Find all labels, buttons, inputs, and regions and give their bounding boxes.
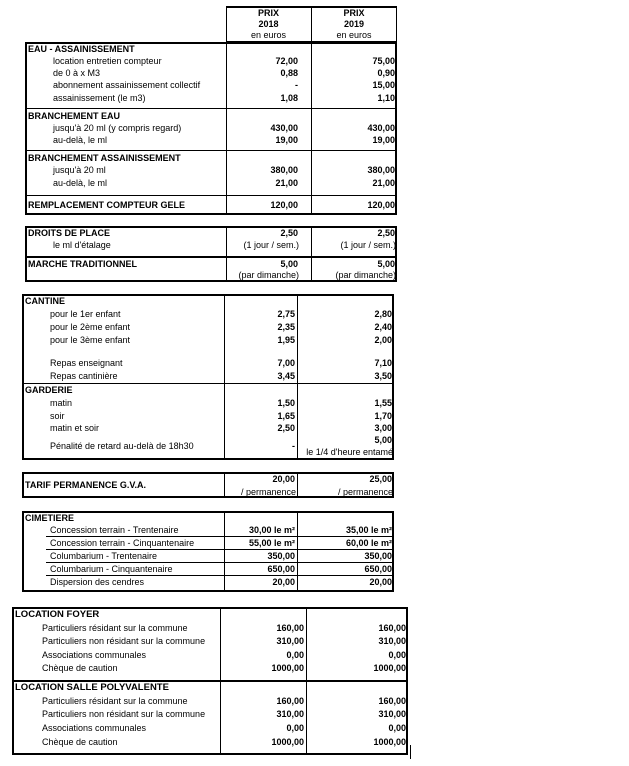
value-2018: 21,00 xyxy=(275,178,298,188)
value-2019: 5,00 xyxy=(377,259,395,269)
header-2019-prix: PRIX xyxy=(343,8,365,18)
row-label: Chèque de caution xyxy=(42,737,118,747)
value-2018: 160,00 xyxy=(276,696,304,706)
value-2018: 2,75 xyxy=(277,309,295,319)
value-2018: 3,45 xyxy=(277,371,295,381)
value-2018: 20,00 xyxy=(272,474,295,484)
section-title-foyer: LOCATION FOYER xyxy=(15,609,100,620)
value-2018: 160,00 xyxy=(276,623,304,633)
section-title-branchement-eau: BRANCHEMENT EAU xyxy=(28,111,120,121)
value-2018: - xyxy=(295,80,298,90)
section-title-marche: MARCHE TRADITIONNEL xyxy=(28,259,137,269)
value-2018: 1000,00 xyxy=(271,663,304,673)
row-label: de 0 à x M3 xyxy=(53,68,101,78)
value-2019: 350,00 xyxy=(364,551,392,561)
value-2019: 60,00 le m² xyxy=(345,538,392,548)
value-2019: 650,00 xyxy=(364,564,392,574)
value-2018: 1000,00 xyxy=(271,737,304,747)
value-2019: 15,00 xyxy=(372,80,395,90)
value-2019-note: (par dimanche) xyxy=(335,270,396,280)
row-label: matin et soir xyxy=(50,423,100,433)
value-2019: 0,00 xyxy=(388,723,406,733)
value-2019: 20,00 xyxy=(369,577,392,587)
row-label: Particuliers résidant sur la commune xyxy=(42,623,188,633)
value-2019: 2,00 xyxy=(374,335,392,345)
row-label: au-delà, le ml xyxy=(53,178,108,188)
value-2019: 310,00 xyxy=(378,709,406,719)
row-label: assainissement (le m3) xyxy=(53,93,146,103)
water-sep2 xyxy=(25,150,397,151)
value-2018: 5,00 xyxy=(280,259,298,269)
gva-col-div1 xyxy=(224,472,225,498)
value-2018: 30,00 le m² xyxy=(248,525,295,535)
value-2019: 310,00 xyxy=(378,636,406,646)
value-2018: 19,00 xyxy=(275,135,298,145)
value-2019: 19,00 xyxy=(372,135,395,145)
section-title-garderie: GARDERIE xyxy=(25,385,73,395)
value-2019: 1000,00 xyxy=(373,663,406,673)
value-2018-note: / permanence xyxy=(240,487,296,497)
value-2018: 2,50 xyxy=(277,423,295,433)
value-2018-note: (par dimanche) xyxy=(238,270,299,280)
value-2018: 7,00 xyxy=(277,358,295,368)
gva-col-div2 xyxy=(297,472,298,498)
value-2019: 3,50 xyxy=(374,371,392,381)
water-col-div2 xyxy=(311,42,312,215)
value-2019-note: / permanence xyxy=(337,487,393,497)
value-2019: 21,00 xyxy=(372,178,395,188)
value-2018: 20,00 xyxy=(272,577,295,587)
row-label: Concession terrain - Cinquantenaire xyxy=(50,538,195,548)
value-2018: 430,00 xyxy=(270,123,298,133)
row-label: jusqu'à 20 ml xyxy=(53,165,106,175)
section-title-cantine: CANTINE xyxy=(25,296,65,306)
value-2018: - xyxy=(292,441,295,451)
section-title-gva: TARIF PERMANENCE G.V.A. xyxy=(25,480,147,490)
value-2019: 1000,00 xyxy=(373,737,406,747)
row-label: Concession terrain - Trentenaire xyxy=(50,525,179,535)
market-col-div2 xyxy=(311,226,312,282)
section-title-compteur: REMPLACEMENT COMPTEUR GELE xyxy=(28,200,186,210)
value-2018: 2,50 xyxy=(280,228,298,238)
row-label: pour le 3ème enfant xyxy=(50,335,131,345)
row-label: pour le 1er enfant xyxy=(50,309,121,319)
value-2019-note: (1 jour / sem.) xyxy=(340,240,396,250)
school-col-div1 xyxy=(224,294,225,460)
value-2018-note: (1 jour / sem.) xyxy=(243,240,299,250)
value-2019: 25,00 xyxy=(369,474,392,484)
row-label: Associations communales xyxy=(42,723,147,733)
row-label: soir xyxy=(50,411,65,421)
value-2018: 350,00 xyxy=(267,551,295,561)
row-label: abonnement assainissement collectif xyxy=(53,80,201,90)
value-2019: 75,00 xyxy=(372,56,395,66)
row-label: Associations communales xyxy=(42,650,147,660)
value-2019: 0,90 xyxy=(377,68,395,78)
value-2019: 2,80 xyxy=(374,309,392,319)
row-label: jusqu'à 20 ml (y compris regard) xyxy=(53,123,182,133)
value-2018: 650,00 xyxy=(267,564,295,574)
value-2019: 0,00 xyxy=(388,650,406,660)
value-2019: 2,50 xyxy=(377,228,395,238)
row-label: Columbarium - Trentenaire xyxy=(50,551,158,561)
value-2019: 1,10 xyxy=(377,93,395,103)
value-2018: 1,95 xyxy=(277,335,295,345)
section-title-cimetiere: CIMETIERE xyxy=(25,513,75,523)
value-2019: 3,00 xyxy=(374,423,392,433)
row-label: Chèque de caution xyxy=(42,663,118,673)
header-2018-unit: en euros xyxy=(250,30,287,40)
row-label: au-delà, le ml xyxy=(53,135,108,145)
cemetery-col-div1 xyxy=(224,511,225,592)
header-2018-year: 2018 xyxy=(258,19,279,29)
row-label: location entretien compteur xyxy=(53,56,162,66)
value-2019: 7,10 xyxy=(374,358,392,368)
value-2018: 72,00 xyxy=(275,56,298,66)
school-col-div2 xyxy=(297,294,298,460)
value-2019: 160,00 xyxy=(378,623,406,633)
value-2018: 1,50 xyxy=(277,398,295,408)
value-2018: 0,88 xyxy=(280,68,298,78)
value-2019: 1,55 xyxy=(374,398,392,408)
row-label: Pénalité de retard au-delà de 18h30 xyxy=(50,441,194,451)
section-title-branchement-ass: BRANCHEMENT ASSAINISSEMENT xyxy=(28,153,181,163)
row-label: pour le 2ème enfant xyxy=(50,322,131,332)
cemetery-col-div2 xyxy=(297,511,298,592)
value-2019: 35,00 le m² xyxy=(345,525,392,535)
row-label: Particuliers résidant sur la commune xyxy=(42,696,188,706)
row-label: Repas enseignant xyxy=(50,358,123,368)
row-label: Dispersion des cendres xyxy=(50,577,145,587)
header-2019-unit: en euros xyxy=(336,30,372,40)
value-2019: 2,40 xyxy=(374,322,392,332)
value-2018: 310,00 xyxy=(276,636,304,646)
value-2018: 55,00 le m² xyxy=(248,538,295,548)
value-2019: 5,00 xyxy=(374,435,392,445)
row-label: Repas cantinière xyxy=(50,371,118,381)
row-label: Particuliers non résidant sur la commune xyxy=(42,636,206,646)
section-title-droits: DROITS DE PLACE xyxy=(28,228,111,238)
value-2018: 310,00 xyxy=(276,709,304,719)
value-2019: 120,00 xyxy=(367,200,395,210)
value-2019: 430,00 xyxy=(367,123,395,133)
value-2018: 0,00 xyxy=(286,650,304,660)
water-sep1 xyxy=(25,108,397,109)
value-2018: 0,00 xyxy=(286,723,304,733)
value-2019: 380,00 xyxy=(367,165,395,175)
value-2018: 2,35 xyxy=(277,322,295,332)
water-sep3 xyxy=(25,195,397,196)
value-2018: 1,08 xyxy=(280,93,298,103)
row-label: Particuliers non résidant sur la commune xyxy=(42,709,206,719)
value-2018: 1,65 xyxy=(277,411,295,421)
row-label: Columbarium - Cinquantenaire xyxy=(50,564,173,574)
value-2019-note: le 1/4 d'heure entamé xyxy=(306,447,393,457)
header-2018-prix: PRIX xyxy=(257,8,279,18)
row-label: le ml d'étalage xyxy=(53,240,111,250)
section-title-eau: EAU - ASSAINISSEMENT xyxy=(28,44,135,54)
value-2019: 160,00 xyxy=(378,696,406,706)
section-title-salle: LOCATION SALLE POLYVALENTE xyxy=(15,682,169,693)
value-2018: 380,00 xyxy=(270,165,298,175)
header-2019-year: 2019 xyxy=(343,19,365,29)
water-col-div1 xyxy=(226,42,227,215)
row-label: matin xyxy=(50,398,73,408)
value-2018: 120,00 xyxy=(270,200,298,210)
value-2019: 1,70 xyxy=(374,411,392,421)
school-sep xyxy=(22,383,394,384)
market-col-div1 xyxy=(226,226,227,282)
text-cursor xyxy=(410,745,411,759)
